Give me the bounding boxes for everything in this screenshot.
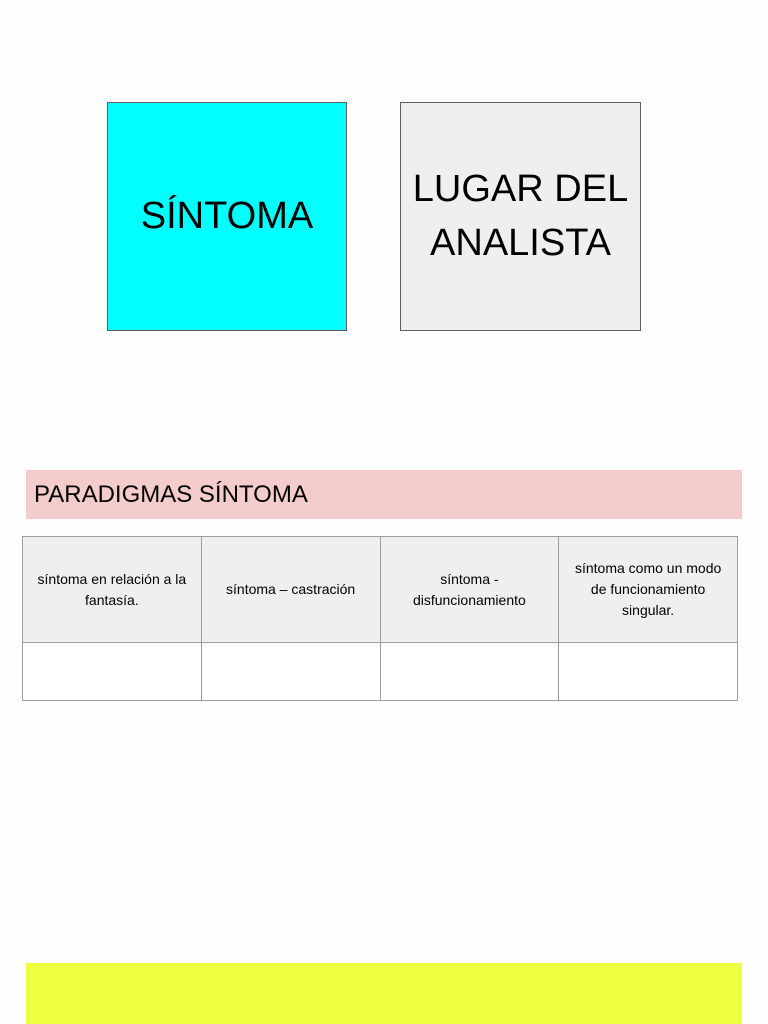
sintoma-box [107, 102, 347, 331]
table-cell [23, 643, 202, 701]
table-header-row [23, 537, 738, 643]
lugar-del-analista-box [400, 102, 641, 331]
table-header-cell: síntoma – castración [201, 537, 380, 643]
sintoma-label: SÍNTOMA [140, 194, 314, 237]
table-cell [380, 643, 559, 701]
table-cell [201, 643, 380, 701]
paradigmas-title: PARADIGMAS SÍNTOMA [34, 480, 308, 508]
table-header-cell: síntoma en relación a la fantasía. [23, 537, 202, 643]
lugar-del-analista-label: LUGAR DEL ANALISTA [412, 168, 629, 264]
table-header-cell: síntoma como un modo de funcionamiento singular. [559, 537, 738, 643]
paradigms-table [22, 536, 738, 701]
table-cell [559, 643, 738, 701]
table-header-cell: síntoma - disfuncionamiento [380, 537, 559, 643]
table-row [23, 643, 738, 701]
footer-highlight-bar [26, 963, 742, 1024]
paradigmas-banner [26, 470, 742, 519]
